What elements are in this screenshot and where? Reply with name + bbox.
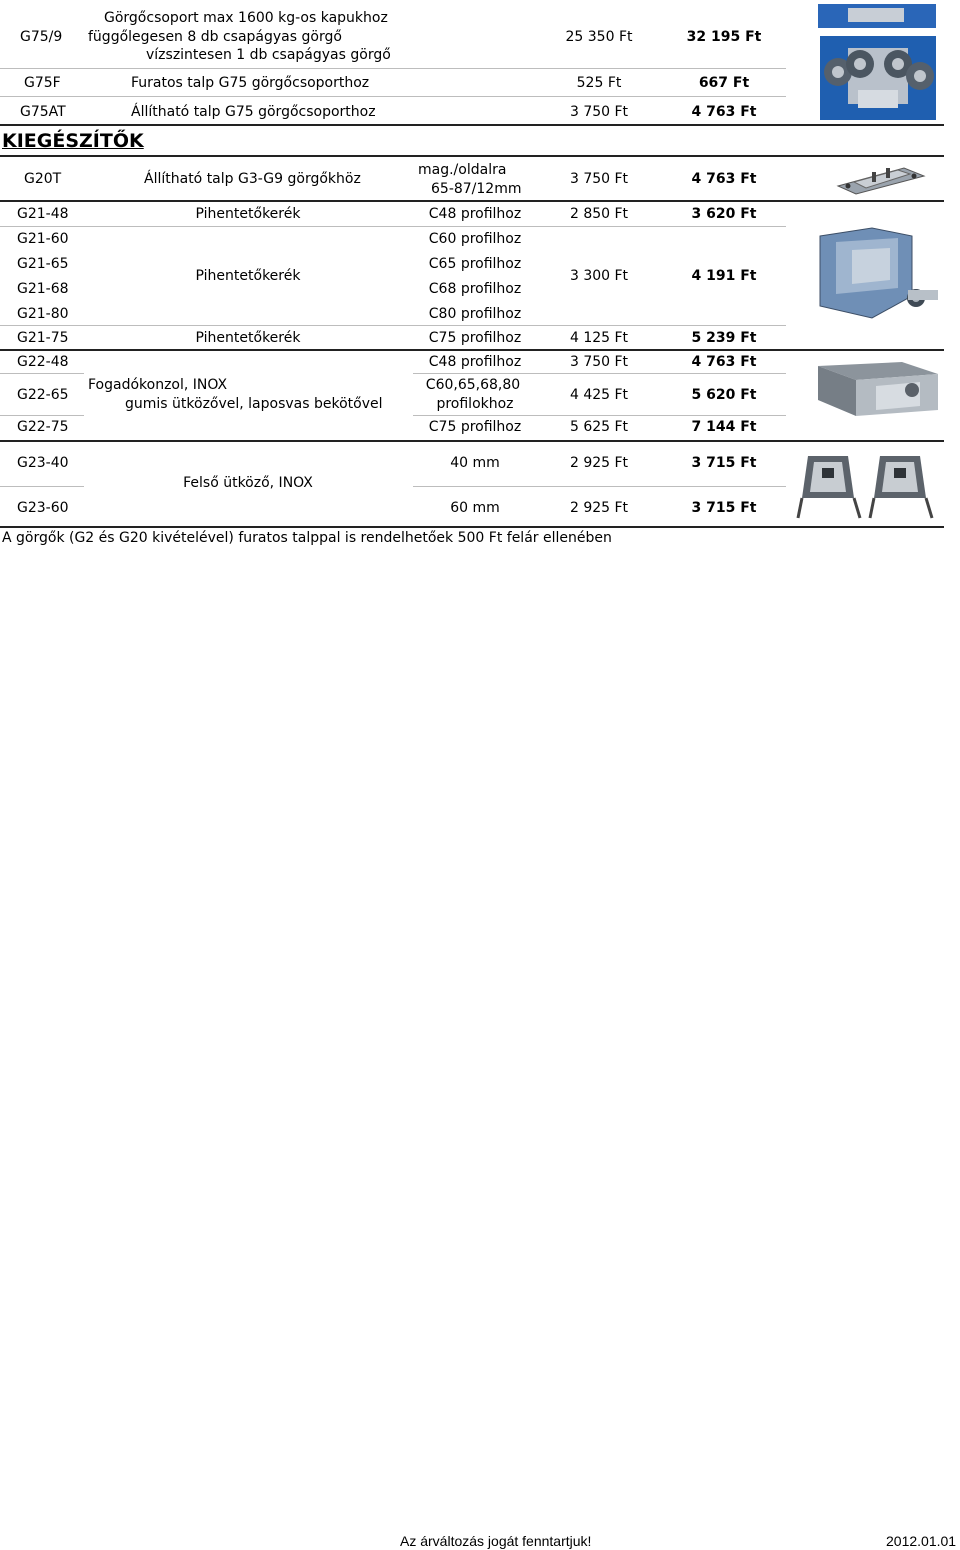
g75-9-desc-line2: függőlegesen 8 db csapágyas görgő — [88, 29, 342, 45]
g75f-net-price: 525 Ft — [576, 75, 622, 91]
section-rule — [0, 155, 944, 157]
row-divider — [0, 96, 786, 97]
g23-40-spec: 40 mm — [450, 455, 500, 471]
g21-48-code: G21-48 — [17, 206, 69, 222]
g21-68-code: G21-68 — [17, 281, 69, 297]
g21-group-desc: Pihentetőkerék — [195, 268, 301, 284]
footnote: A görgők (G2 és G20 kivételével) furatos talppal is rendelhetőek 500 Ft felár ellenében — [2, 530, 612, 546]
g75at-net-price: 3 750 Ft — [569, 104, 629, 120]
g22-65-spec-line1: C60,65,68,80 — [425, 377, 521, 393]
g22-48-gross-price: 4 763 Ft — [691, 354, 757, 370]
g21-48-spec: C48 profilhoz — [428, 206, 522, 222]
g75f-desc: Furatos talp G75 görgőcsoporthoz — [131, 75, 370, 91]
g21-48-net-price: 2 850 Ft — [569, 206, 629, 222]
g23-60-gross-price: 3 715 Ft — [691, 500, 757, 516]
g22-receiver-bracket-photo — [816, 360, 942, 420]
g22-65-spec-line2: profilokhoz — [436, 396, 514, 412]
g21-60-code: G21-60 — [17, 231, 69, 247]
g22-65-net-price: 4 425 Ft — [569, 387, 629, 403]
g75-roller-photo — [818, 4, 936, 120]
g75-9-gross-price: 32 195 Ft — [686, 29, 762, 45]
row-divider — [413, 415, 786, 416]
g21-group-net-price: 3 300 Ft — [569, 268, 629, 284]
g21-80-spec: C80 profilhoz — [428, 306, 522, 322]
g21-75-gross-price: 5 239 Ft — [691, 330, 757, 346]
row-divider — [413, 373, 786, 374]
g21-48-desc: Pihentetőkerék — [195, 206, 301, 222]
g22-65-desc-line2: gumis ütközővel, laposvas bekötővel — [125, 396, 383, 412]
g21-65-code: G21-65 — [17, 256, 69, 272]
g21-group-gross-price: 4 191 Ft — [691, 268, 757, 284]
row-divider — [0, 325, 786, 326]
g21-80-code: G21-80 — [17, 306, 69, 322]
section-rule — [0, 349, 944, 351]
row-divider — [0, 68, 786, 69]
g23-desc: Felső ütköző, INOX — [183, 475, 313, 491]
g21-75-spec: C75 profilhoz — [428, 330, 522, 346]
g23-40-gross-price: 3 715 Ft — [691, 455, 757, 471]
g21-75-net-price: 4 125 Ft — [569, 330, 629, 346]
row-divider — [0, 415, 84, 416]
section-rule — [0, 440, 944, 442]
g75at-code: G75AT — [20, 104, 66, 120]
g75at-desc: Állítható talp G75 görgőcsoporthoz — [131, 104, 376, 120]
g23-40-net-price: 2 925 Ft — [569, 455, 629, 471]
g21-68-spec: C68 profilhoz — [428, 281, 522, 297]
g22-75-code: G22-75 — [17, 419, 69, 435]
row-divider — [0, 226, 786, 227]
section-rule — [0, 526, 944, 528]
section-rule — [0, 200, 944, 202]
g21-60-spec: C60 profilhoz — [428, 231, 522, 247]
g22-65-gross-price: 5 620 Ft — [691, 387, 757, 403]
g20t-code: G20T — [24, 171, 62, 187]
g23-top-stop-photo — [796, 452, 940, 522]
g75-9-net-price: 25 350 Ft — [565, 29, 633, 45]
g22-48-spec: C48 profilhoz — [428, 354, 522, 370]
footer-disclaimer: Az árváltozás jogát fenntartjuk! — [400, 1533, 592, 1549]
g75at-gross-price: 4 763 Ft — [691, 104, 757, 120]
g23-40-code: G23-40 — [17, 455, 69, 471]
g20t-spec-line1: mag./oldalra — [418, 162, 507, 178]
g75-9-desc-line3: vízszintesen 1 db csapágyas görgő — [146, 47, 391, 63]
section-rule — [0, 124, 944, 126]
g20t-spec-line2: 65-87/12mm — [431, 181, 522, 197]
g22-65-code: G22-65 — [17, 387, 69, 403]
g20t-desc: Állítható talp G3-G9 görgőkhöz — [144, 171, 361, 187]
g23-60-code: G23-60 — [17, 500, 69, 516]
row-divider — [413, 486, 786, 487]
section-title-accessories: KIEGÉSZÍTŐK — [2, 130, 144, 152]
g22-75-gross-price: 7 144 Ft — [691, 419, 757, 435]
g20t-net-price: 3 750 Ft — [569, 171, 629, 187]
g21-65-spec: C65 profilhoz — [428, 256, 522, 272]
g21-75-desc: Pihentetőkerék — [195, 330, 301, 346]
g75-9-desc-line1: Görgőcsoport max 1600 kg-os kapukhoz — [104, 10, 388, 26]
g23-60-net-price: 2 925 Ft — [569, 500, 629, 516]
g22-65-desc-line1: Fogadókonzol, INOX — [88, 377, 228, 393]
footer-date: 2012.01.01 — [886, 1533, 957, 1549]
g21-guide-wheel-photo — [812, 226, 944, 322]
g22-48-net-price: 3 750 Ft — [569, 354, 629, 370]
g23-60-spec: 60 mm — [450, 500, 500, 516]
g22-75-spec: C75 profilhoz — [428, 419, 522, 435]
g21-48-gross-price: 3 620 Ft — [691, 206, 757, 222]
g75-9-code: G75/9 — [20, 29, 63, 45]
row-divider — [0, 373, 84, 374]
g22-48-code: G22-48 — [17, 354, 69, 370]
g21-75-code: G21-75 — [17, 330, 69, 346]
g75f-gross-price: 667 Ft — [698, 75, 750, 91]
g22-75-net-price: 5 625 Ft — [569, 419, 629, 435]
g20t-base-plate-photo — [834, 162, 926, 198]
g20t-gross-price: 4 763 Ft — [691, 171, 757, 187]
row-divider — [0, 486, 84, 487]
g75f-code: G75F — [24, 75, 61, 91]
